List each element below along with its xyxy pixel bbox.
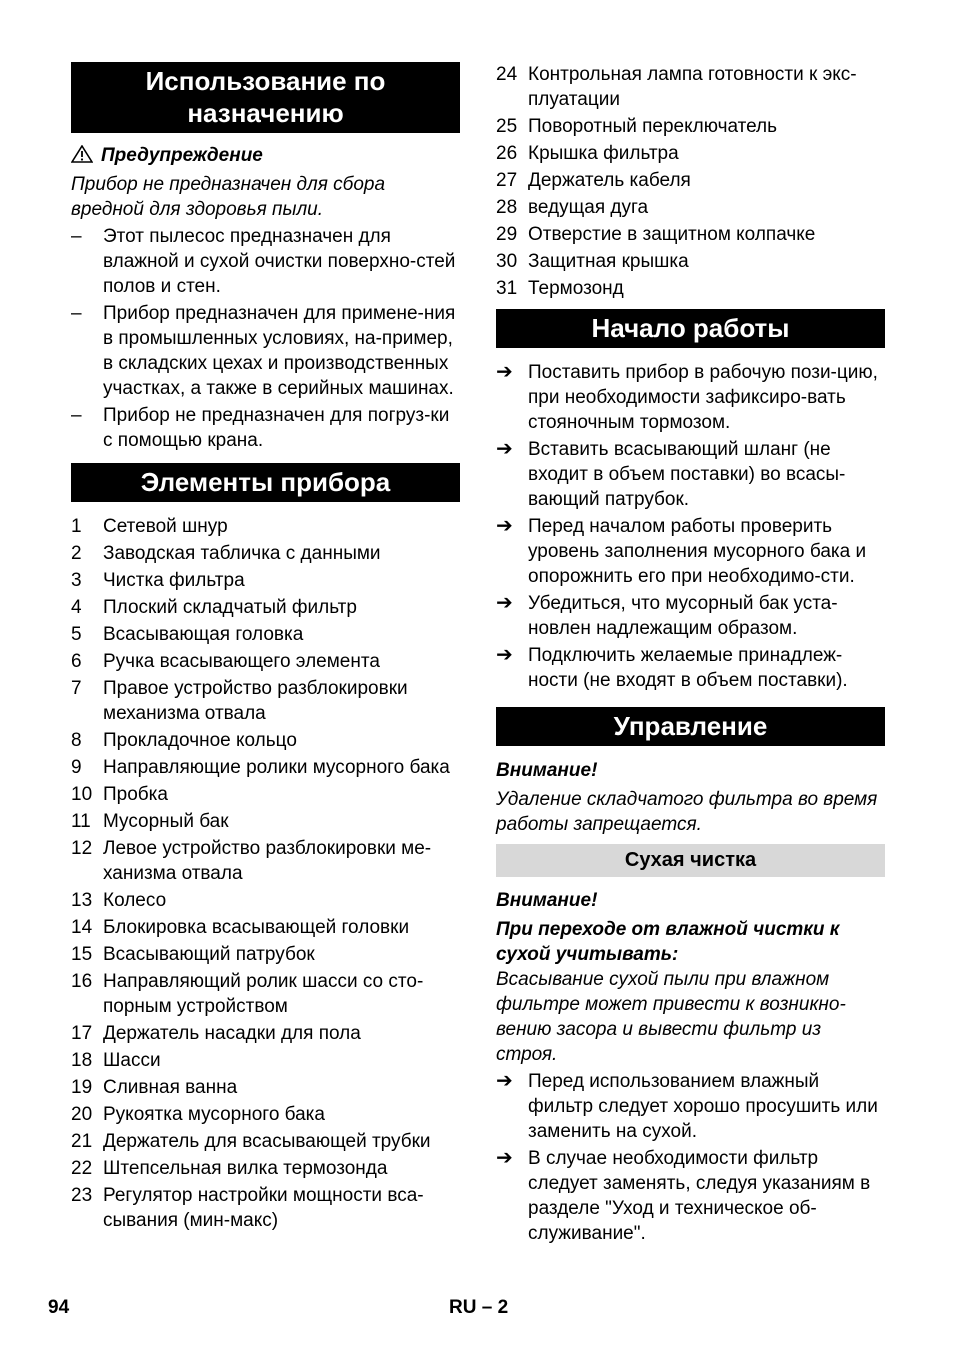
list-item [496,114,885,139]
list-item [496,1146,885,1246]
item-number: 19 [71,1077,93,1098]
item-number: 7 [71,678,82,699]
list-item-text: Сетевой шнур [103,516,228,537]
item-number: 14 [71,917,93,938]
list-item [71,514,460,539]
dry-list [496,1069,885,1246]
list-item [71,888,460,913]
list-item-text: Блокировка всасывающей головки [103,917,410,938]
list-item-text: Поставить прибор в рабочую пози-цию, при необходимости зафиксиро-вать стояночным тормозом. [528,362,878,433]
list-item [71,942,460,967]
control-attention-text: Удаление складчатого фильтра во время работы запрещается. [496,789,878,835]
item-number: 26 [496,143,518,164]
arrow-right-icon: ➔ [496,438,513,460]
item-number: 29 [496,224,518,245]
item-number: 31 [496,278,518,299]
list-item-text: Всасывающая головка [103,624,304,645]
list-item: – Этот пылесос предназначен для влажной и сухой очистки поверхно-стей полов и стен. [71,226,456,297]
list-item [71,649,460,674]
language-page-label: RU – 2 [449,1297,509,1318]
item-number: 25 [496,116,518,137]
list-item [71,915,460,940]
list-item [496,222,885,247]
list-item-text: Подключить желаемые принадлеж-ности (не входят в объем поставки). [528,645,848,691]
list-item-text: Держатель насадки для пола [103,1023,361,1044]
list-item [71,541,460,566]
item-number: 22 [71,1158,93,1179]
list-item [496,437,885,512]
list-item [496,591,885,641]
arrow-right-icon: ➔ [496,361,513,383]
list-item [71,1021,460,1046]
item-number: 8 [71,730,82,751]
list-item-text: Рукоятка мусорного бака [103,1104,325,1125]
dry-cleaning-title: Сухая чистка [624,849,757,871]
list-item-text: Держатель кабеля [528,170,691,191]
list-item-text: Пробка [103,784,168,805]
start-title: Начало работы [591,313,790,343]
item-number: 28 [496,197,518,218]
intended-use-title: Использование по назначению [145,66,386,128]
item-number: 4 [71,597,82,618]
dry-warning-text: Всасывание сухой пыли при влажном фильтре может привести к возникно-вению засора и вывести фильтр из строя. [496,969,846,1065]
list-item [71,782,460,807]
item-number: 30 [496,251,518,272]
item-number: 20 [71,1104,93,1125]
list-item-text: ведущая дуга [528,197,649,218]
list-item-text: Контрольная лампа готовности к экс-плуатации [528,64,857,110]
item-number: 17 [71,1023,93,1044]
arrow-right-icon: ➔ [496,644,513,666]
list-item: – Прибор не предназначен для погруз-ки с помощью крана. [71,405,450,451]
page-number: 94 [48,1297,70,1318]
list-item-text: Колесо [103,890,167,911]
item-number: 3 [71,570,82,591]
list-item-text: Левое устройство разблокировки ме-ханизма отвала [103,838,432,884]
item-number: 18 [71,1050,93,1071]
list-item [71,568,460,593]
list-item-text: Чистка фильтра [103,570,245,591]
list-item [496,514,885,589]
item-number: 23 [71,1185,93,1206]
list-item [496,360,885,435]
list-item [71,1183,460,1233]
arrow-right-icon: ➔ [496,592,513,614]
list-item-text: Вставить всасывающий шланг (не входит в объем поставки) во всасы-вающий патрубок. [528,439,846,510]
warning-text: Прибор не предназначен для сбора вредной для здоровья пыли. [71,174,386,220]
warning-label: Предупреждение [101,145,263,166]
list-item-text: Шасси [103,1050,161,1071]
item-number: 6 [71,651,82,672]
list-item-text: Защитная крышка [528,251,689,272]
item-number: 13 [71,890,93,911]
list-item-text: Направляющий ролик шасси со сто-порным устройством [103,971,424,1017]
dry-lead-text: При переходе от влажной чистки к сухой учитывать: [496,919,840,965]
list-item [71,969,460,1019]
control-heading [496,707,885,746]
list-item [496,62,885,112]
elements-title: Элементы прибора [140,467,391,497]
warning-heading [71,143,460,168]
elements-heading [71,463,460,502]
list-item-text: Плоский складчатый фильтр [103,597,357,618]
list-item-text: Термозонд [528,278,624,299]
list-item-text: Штепсельная вилка термозонда [103,1158,388,1179]
list-item [71,1129,460,1154]
list-item-text: Ручка всасывающего элемента [103,651,380,672]
elements-list [71,514,460,1233]
control-title: Управление [613,711,768,741]
dash-marker: – [71,226,82,247]
list-item [71,836,460,886]
list-item-text: Направляющие ролики мусорного бака [103,757,450,778]
list-item-text: Крышка фильтра [528,143,679,164]
item-number: 11 [71,811,91,832]
arrow-right-icon: ➔ [496,1070,513,1092]
item-number: 21 [71,1131,93,1152]
list-item [496,195,885,220]
item-number: 12 [71,838,93,859]
dry-attention-label: Внимание! [496,890,598,911]
start-list [496,360,885,693]
list-item-text: Мусорный бак [103,811,229,832]
dash-marker: – [71,405,82,426]
start-heading [496,309,885,348]
item-number: 24 [496,64,518,85]
list-item [496,168,885,193]
right-column [496,60,885,1246]
list-item-text: Держатель для всасывающей трубки [103,1131,431,1152]
list-item [71,728,460,753]
list-item [71,809,460,834]
item-number: 5 [71,624,82,645]
warning-triangle-icon [71,145,93,163]
list-item [71,755,460,780]
list-item-text: Всасывающий патрубок [103,944,315,965]
item-number: 1 [71,516,82,537]
list-item-text: Правое устройство разблокировки механизма отвала [103,678,408,724]
intended-use-heading [71,62,460,133]
list-item-text: Заводская табличка с данными [103,543,381,564]
elements-list-continued [496,62,885,301]
list-item: – Прибор предназначен для примене-ния в промышленных условиях, на-пример, в складских цехах и производственных участках, а также в серийных машинах. [71,303,456,399]
dry-cleaning-heading [496,844,885,877]
list-item [496,276,885,301]
item-number: 10 [71,784,93,805]
list-item-text: Перед использованием влажный фильтр следует хорошо просушить или заменить на сухой. [528,1071,878,1142]
item-number: 9 [71,757,82,778]
list-item-text: Сливная ванна [103,1077,238,1098]
item-number: 15 [71,944,93,965]
list-item-text: Поворотный переключатель [528,116,778,137]
list-item-text: Прокладочное кольцо [103,730,297,751]
list-item [71,1048,460,1073]
list-item [71,676,460,726]
list-item-text: Регулятор настройки мощности вса-сывания (мин-макс) [103,1185,424,1231]
list-item [71,595,460,620]
list-item-text: Отверстие в защитном колпачке [528,224,816,245]
list-item [71,1102,460,1127]
list-item [71,1156,460,1181]
arrow-right-icon: ➔ [496,515,513,537]
left-column [71,62,460,1233]
arrow-right-icon: ➔ [496,1147,513,1169]
list-item [71,622,460,647]
list-item [496,1069,885,1144]
list-item [496,141,885,166]
list-item [496,643,885,693]
list-item-text: В случае необходимости фильтр следует заменять, следуя указаниям в разделе "Уход и техническое об-служивание". [528,1148,871,1244]
list-item [496,249,885,274]
control-attention-label: Внимание! [496,760,598,781]
item-number: 2 [71,543,82,564]
item-number: 16 [71,971,93,992]
list-item [71,1075,460,1100]
list-item-text: Убедиться, что мусорный бак уста-новлен надлежащим образом. [528,593,838,639]
dash-marker: – [71,303,82,324]
list-item-text: Перед началом работы проверить уровень заполнения мусорного бака и опорожнить его при необходимо-сти. [528,516,867,587]
item-number: 27 [496,170,518,191]
